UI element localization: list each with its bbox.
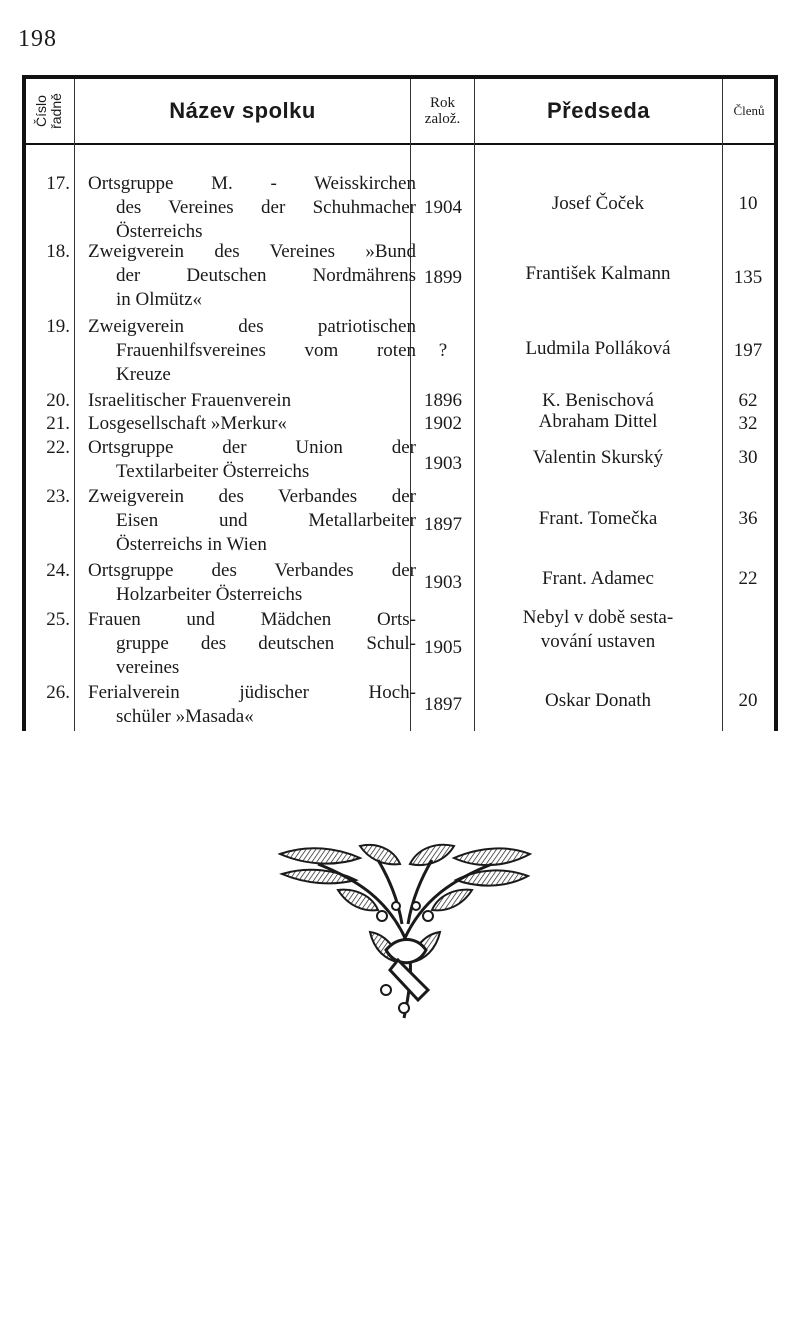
president-note-line: Nebyl v době sesta- — [522, 607, 674, 628]
name-line: Österreichs in Wien — [116, 534, 267, 555]
president-note — [474, 606, 722, 654]
name-line: Frauen und Mädchen Orts- — [88, 609, 416, 630]
member-count: 22 — [738, 568, 758, 589]
association-name — [88, 608, 416, 680]
year-founded: 1896 — [424, 390, 462, 411]
leaf-vignette-icon — [278, 840, 532, 1026]
year-founded: 1897 — [424, 694, 462, 715]
column-divider — [74, 79, 75, 731]
name-line: vereines — [116, 657, 180, 678]
association-name — [88, 412, 416, 436]
row-number: 25. — [46, 609, 70, 630]
name-line: Ortsgruppe der Union der — [88, 437, 416, 458]
row-number: 20. — [46, 390, 70, 411]
name-line: des Vereines der Schuhmacher — [116, 197, 416, 218]
year-founded: 1899 — [424, 267, 462, 288]
row-number: 17. — [46, 173, 70, 194]
member-count: 30 — [738, 447, 758, 468]
name-line: Ferialverein jüdischer Hoch- — [88, 682, 416, 703]
row-number: 18. — [46, 241, 70, 262]
association-name — [88, 389, 416, 413]
header-president: Předseda — [546, 98, 651, 123]
name-line: in Olmütz« — [116, 289, 203, 310]
member-count: 36 — [738, 508, 758, 529]
row-number: 22. — [46, 437, 70, 458]
president: Ludmila Polláková — [525, 338, 671, 359]
member-count: 20 — [738, 690, 758, 711]
president: K. Benischová — [542, 390, 654, 411]
association-name — [88, 436, 416, 484]
header-name: Název spolku — [169, 98, 316, 123]
name-line: schüler »Masada« — [116, 706, 254, 727]
name-line: Holzarbeiter Österreichs — [116, 584, 303, 605]
row-number: 23. — [46, 486, 70, 507]
name-line: Ortsgruppe des Verbandes der — [88, 560, 416, 581]
association-name — [88, 559, 416, 607]
president: Frant. Adamec — [542, 568, 654, 589]
president: Abraham Dittel — [538, 411, 658, 432]
member-count: 197 — [733, 340, 763, 361]
member-count: 135 — [733, 267, 763, 288]
name-line: Zweigverein des Verbandes der — [88, 486, 416, 507]
page-number: 198 — [18, 26, 57, 52]
year-founded: 1902 — [424, 413, 462, 434]
header-year-line2: založ. — [424, 111, 461, 127]
row-number: 26. — [46, 682, 70, 703]
association-name — [88, 172, 416, 244]
table-right-rule — [774, 75, 778, 731]
name-line: Frauenhilfsvereines vom roten — [116, 340, 416, 361]
association-name — [88, 485, 416, 557]
row-number: 21. — [46, 413, 70, 434]
president: Josef Čoček — [551, 193, 645, 214]
member-count: 62 — [738, 390, 758, 411]
year-founded: 1903 — [424, 453, 462, 474]
president: Frant. Tomečka — [538, 508, 658, 529]
name-line: Kreuze — [116, 364, 171, 385]
president: Valentin Skurský — [532, 447, 664, 468]
year-founded: 1903 — [424, 572, 462, 593]
president-note-line: vování ustaven — [540, 631, 656, 652]
header-year-line1: Rok — [429, 95, 455, 111]
header-members: Členů — [733, 103, 765, 118]
header-year — [411, 79, 474, 143]
name-line: Textilarbeiter Österreichs — [116, 461, 310, 482]
name-line: Losgesellschaft »Merkur« — [88, 413, 287, 434]
association-name — [88, 315, 416, 387]
year-founded: 1905 — [424, 637, 462, 658]
year-founded: ? — [438, 340, 448, 361]
name-line: der Deutschen Nordmährens — [116, 265, 416, 286]
association-name — [88, 681, 416, 729]
associations-table — [22, 75, 778, 731]
name-line: Israelitischer Frauenverein — [88, 390, 292, 411]
name-line: Ortsgruppe M. - Weisskirchen — [88, 173, 416, 194]
header-number-line2: řadně — [48, 93, 64, 129]
association-name — [88, 240, 416, 312]
president: Oskar Donath — [544, 690, 652, 711]
header-number-line1: Číslo — [33, 95, 49, 127]
row-number: 19. — [46, 316, 70, 337]
header-rule — [22, 143, 778, 145]
president: František Kalmann — [525, 263, 671, 284]
header-number — [26, 79, 72, 143]
name-line: Österreichs — [116, 221, 203, 242]
year-founded: 1897 — [424, 514, 462, 535]
name-line: gruppe des deutschen Schul- — [116, 633, 416, 654]
member-count: 10 — [738, 193, 758, 214]
year-founded: 1904 — [424, 197, 462, 218]
member-count: 32 — [738, 413, 758, 434]
name-line: Eisen und Metallarbeiter — [116, 510, 416, 531]
row-number: 24. — [46, 560, 70, 581]
name-line: Zweigverein des Vereines »Bund — [88, 241, 416, 262]
name-line: Zweigverein des patriotischen — [88, 316, 416, 337]
